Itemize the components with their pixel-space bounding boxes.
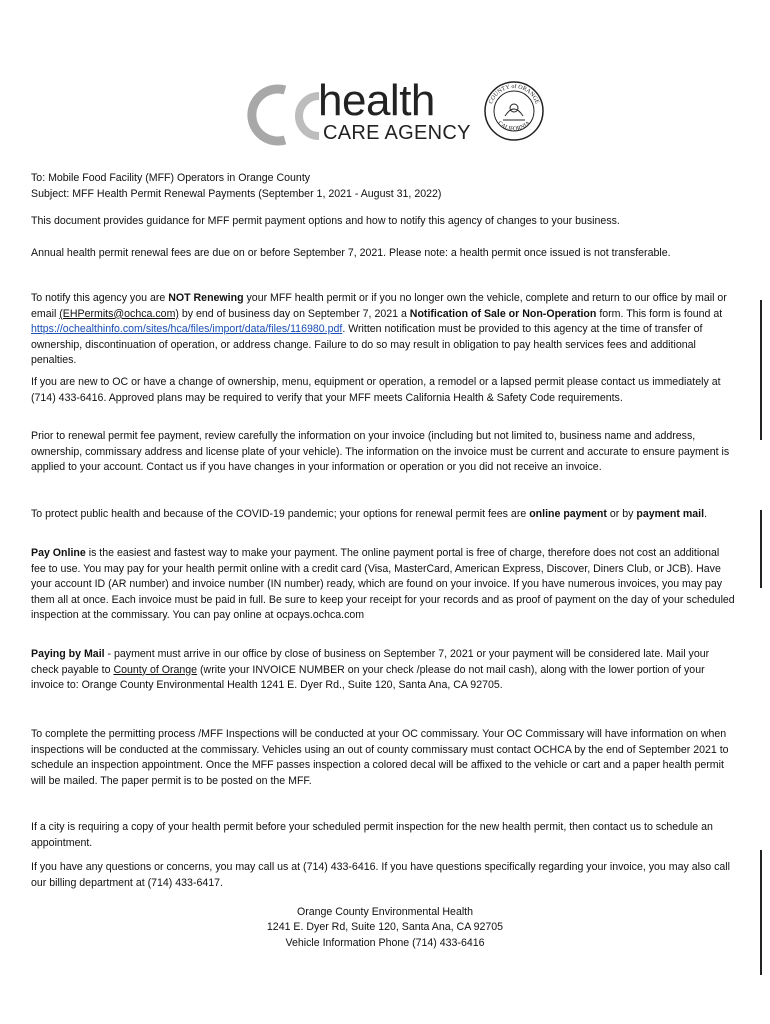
logo-subtitle: CARE AGENCY [323, 122, 471, 144]
prior-to-payment-paragraph: Prior to renewal permit fee payment, review carefully the information on your invoice (including but not limited to, business name and address, ownership, commissary address and license plate of your vehicle). The information on the invoice must be current and accurate to ensure payment is applied to your account. Contact us if you have changes in your information or operation or you did not receive an invoice. [31, 430, 730, 474]
seal-bottom-text: CALIFORNIA [496, 120, 532, 133]
footer-line-1: Orange County Environmental Health [296, 906, 474, 918]
pay-mail-paragraph [31, 647, 736, 694]
notify-text-a: To notify this agency you are [31, 292, 169, 304]
form-url-link[interactable]: https://ochealthinfo.com/sites/hca/files/import/data/files/116980.pdf [31, 323, 343, 336]
margin-bar [760, 510, 762, 588]
payment-mail-bold: payment mail [636, 508, 705, 520]
margin-bar [760, 300, 762, 440]
svg-text:CALIFORNIA [496, 120, 532, 133]
new-to-oc-paragraph: If you are new to OC or have a change of ownership, menu, equipment or operation, a remodel or a lapsed permit please contact us immediately at (714) 433-6416. Approved plans may be required to verify that your MFF meets California Health & Safety Code requirements. [31, 376, 721, 404]
payee-underlined: County of Orange [113, 663, 198, 676]
pay-online-label: Pay Online [31, 547, 86, 559]
agency-logo [245, 78, 545, 158]
not-renewing-bold: NOT Renewing [168, 292, 244, 304]
to-line: To: Mobile Food Facility (MFF) Operators in Orange County [31, 172, 311, 184]
footer-line-3: Vehicle Information Phone (714) 433-6416 [285, 936, 485, 949]
notify-paragraph [31, 291, 736, 369]
email-link[interactable]: (EHPermits@ochca.com) [59, 307, 179, 320]
county-seal-icon [483, 80, 545, 142]
pay-online-paragraph [31, 546, 736, 624]
annual-fee-paragraph: Annual health permit renewal fees are due on or before September 7, 2021. Please note: a health permit once issued is not transferable. [31, 247, 671, 259]
protect-paragraph [31, 507, 736, 523]
complete-permitting-paragraph: To complete the permitting process /MFF Inspections will be conducted at your OC commissary. Your OC Commissary will have information on when inspections will be conducted at the commissary. Vehicles using an out of county commissary must contact OCHCA by the end of September 2021 to schedule an inspection appointment. Once the MFF passes inspection a colored decal will be affixed to the vehicle or cart and a paper health permit will be mailed. The paper permit is to be posted on the MFF. [31, 728, 729, 787]
subject-line: Subject: MFF Health Permit Renewal Payments (September 1, 2021 - August 31, 2022) [31, 187, 442, 200]
pay-mail-text-b: (write your INVOICE NUMBER on your check /please do not mail cash), along with the lower portion of your invoice to: Orange County Environmental Health 1241 E. Dyer Rd., Suite 120, Santa Ana, CA 92705. [31, 663, 705, 692]
notify-text-c: your MFF health permit or if you no longer own the vehicle, complete and return to our office by mail or email [31, 292, 727, 320]
protect-text-e: . [704, 508, 708, 520]
online-payment-bold: online payment [529, 508, 607, 520]
header-block [31, 171, 736, 202]
notify-text-g: . Written notification must be provided to this agency at the time of transfer of ownership, discontinuation of operation, or address change. Failure to do so may result in obligation to pay health services fees and additional penalties. [31, 323, 703, 367]
questions-paragraph: If you have any questions or concerns, you may call us at (714) 433-6416. If you have questions specifically regarding your invoice, you may also call our billing department at (714) 433-6417. [31, 861, 730, 889]
pay-mail-text-a: - payment must arrive in our office by close of business on September 7, 2021 or your payment will be considered late. Mail your check payable to [31, 648, 710, 676]
protect-text-c: or by [606, 508, 637, 520]
notify-text-f: form. This form is found at [596, 307, 723, 320]
footer-line-2: 1241 E. Dyer Rd, Suite 120, Santa Ana, CA 92705 [266, 921, 504, 934]
pay-online-text: is the easiest and fastest way to make your payment. The online payment portal is free of charge, therefore does not cost an additional fee to use. You may pay for your health permit online with a credit card (Visa, MasterCard, American Express, Discover, Diners Club, or JCB). Have your account ID (AR number) and invoice number (IN number) ready, which are found on your invoice. If you have numerous invoices, you may pay them all at once. Each invoice must be paid in full. Be sure to keep your receipt for your records and as proof of payment on the day of your scheduled inspection at the commissary. You can pay online at ocpays.ochca.com [31, 547, 735, 622]
notification-form-bold: Notification of Sale or Non-Operation [409, 307, 597, 320]
notify-text-d: by end of business day on September 7, 2021 a [178, 307, 410, 320]
intro-paragraph: This document provides guidance for MFF permit payment options and how to notify this agency of changes to your business. [31, 215, 620, 227]
protect-text-a: To protect public health and because of the COVID-19 pandemic; your options for renewal permit fees are [31, 508, 530, 520]
pay-mail-label: Paying by Mail [31, 648, 105, 660]
city-paragraph: If a city is requiring a copy of your health permit before your scheduled permit inspection for the new health permit, then contact us to schedule an appointment. [31, 821, 713, 849]
seal-top-text: COUNTY of ORANGE [488, 83, 540, 105]
margin-bar [760, 850, 762, 975]
footer-address [0, 905, 770, 951]
logo-word: health [318, 76, 435, 125]
